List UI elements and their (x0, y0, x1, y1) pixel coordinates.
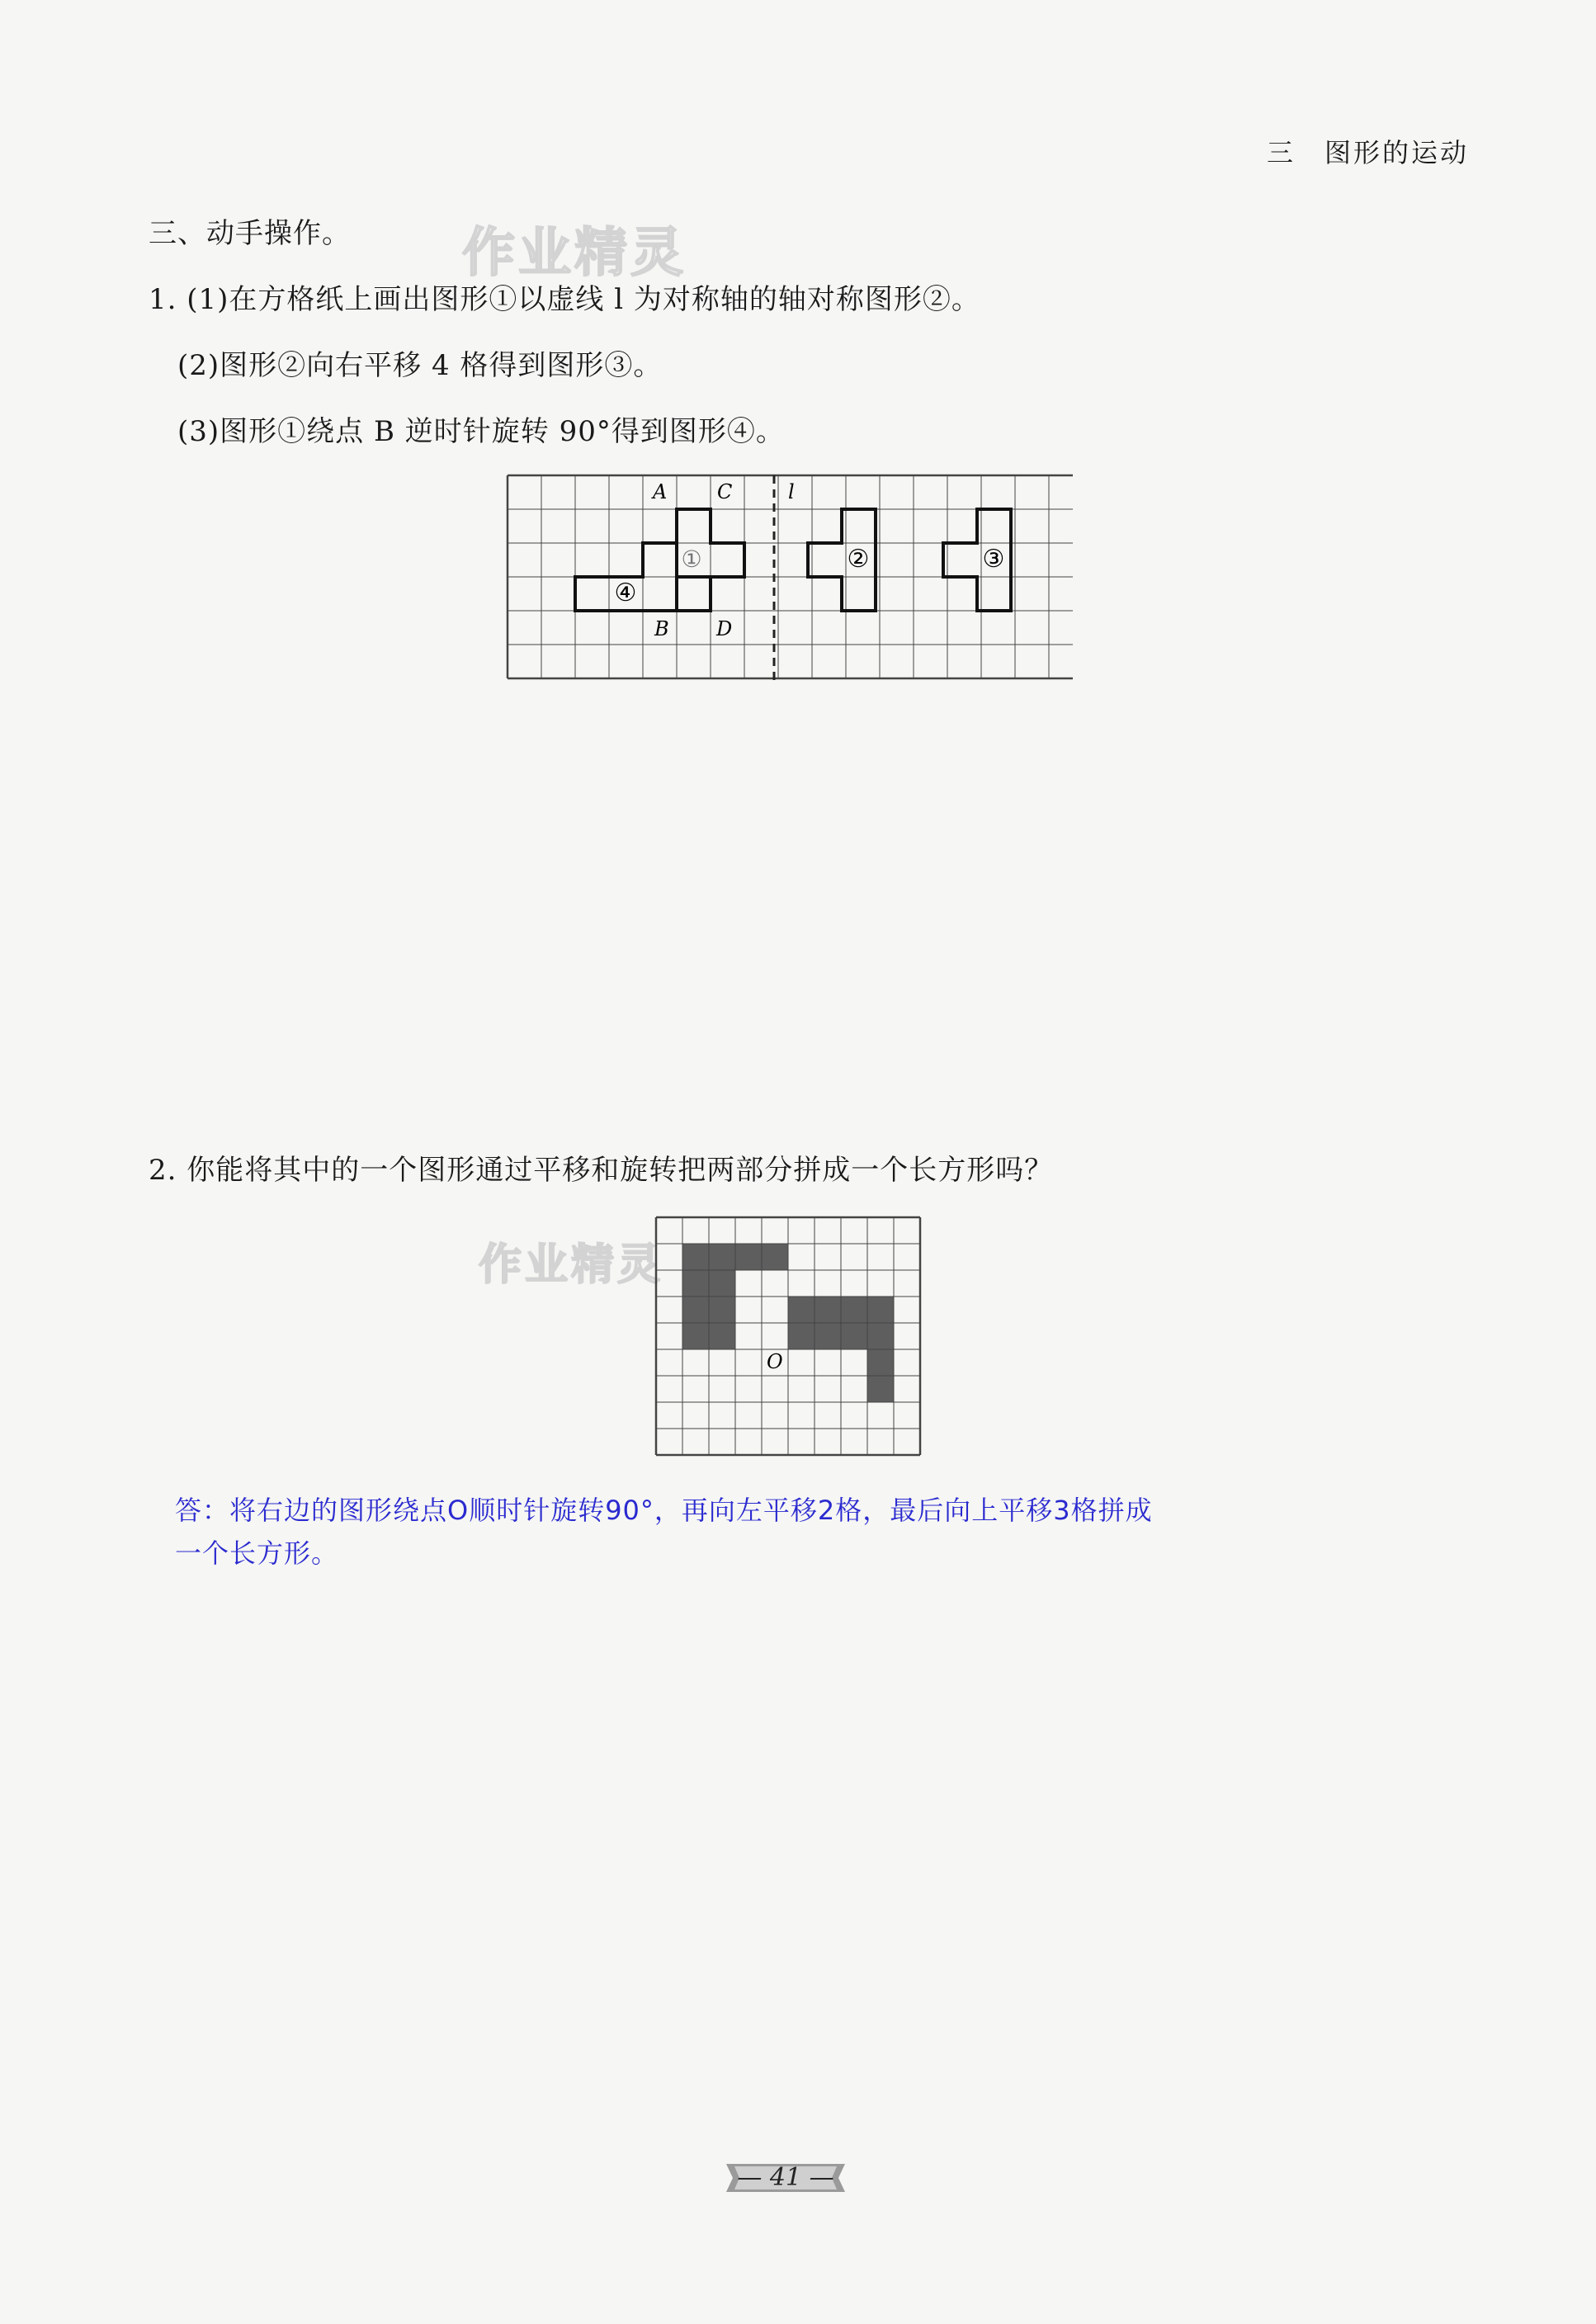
answer-line-1: 答：将右边的图形绕点O顺时针旋转90°，再向左平移2格，最后向上平移3格拼成 (175, 1495, 1153, 1526)
page-number-badge (720, 2157, 852, 2199)
q1-part3: (3)图形①绕点 B 逆时针旋转 90°得到图形④。 (177, 415, 785, 448)
shaded-cell (762, 1244, 788, 1270)
point-label-d: D (716, 617, 733, 640)
shaded-cell (841, 1297, 867, 1323)
shaded-cell (735, 1244, 762, 1270)
shaded-cell (841, 1323, 867, 1349)
shape-2-mark: ② (847, 545, 870, 574)
shaded-cell (815, 1297, 841, 1323)
shaded-cell (867, 1349, 894, 1376)
shaded-cell (867, 1297, 894, 1323)
q1-part1: 1. (1)在方格纸上画出图形①以虚线 l 为对称轴的轴对称图形②。 (149, 283, 980, 316)
shaded-cell (682, 1297, 709, 1323)
shaded-cell (682, 1244, 709, 1270)
shaded-cell (788, 1297, 815, 1323)
shaded-cell (815, 1323, 841, 1349)
section-title: 三、动手操作。 (149, 217, 351, 250)
point-label-c: C (717, 480, 733, 503)
shape-1-mark: ① (681, 546, 702, 573)
point-label-o: O (767, 1350, 783, 1373)
q1-grid-figure (503, 470, 1073, 685)
shaded-cell (709, 1323, 735, 1349)
shaded-cell (709, 1297, 735, 1323)
q2-question: 2. 你能将其中的一个图形通过平移和旋转把两部分拼成一个长方形吗？ (149, 1154, 1054, 1187)
q1-part2: (2)图形②向右平移 4 格得到图形③。 (177, 349, 663, 382)
point-label-b: B (654, 617, 669, 640)
shape-3-mark: ③ (982, 545, 1005, 574)
shaded-cell (867, 1376, 894, 1402)
chapter-header: 三 图形的运动 (1266, 137, 1469, 168)
axis-label-l: l (788, 480, 795, 503)
shaded-cell (709, 1270, 735, 1297)
shaded-cell (682, 1270, 709, 1297)
answer-text (175, 1489, 1153, 1575)
shaded-cell (867, 1323, 894, 1349)
page-number: — 41 — (737, 2163, 834, 2192)
watermark: 作业精灵 (462, 223, 687, 284)
shaded-cell (709, 1244, 735, 1270)
answer-line-2: 一个长方形。 (175, 1538, 339, 1569)
watermark: 作业精灵 (479, 1240, 664, 1290)
point-label-a: A (653, 480, 668, 503)
q2-grid-figure (652, 1213, 924, 1461)
shape-4-mark: ④ (614, 579, 637, 607)
shaded-cell (788, 1323, 815, 1349)
shaded-cell (682, 1323, 709, 1349)
